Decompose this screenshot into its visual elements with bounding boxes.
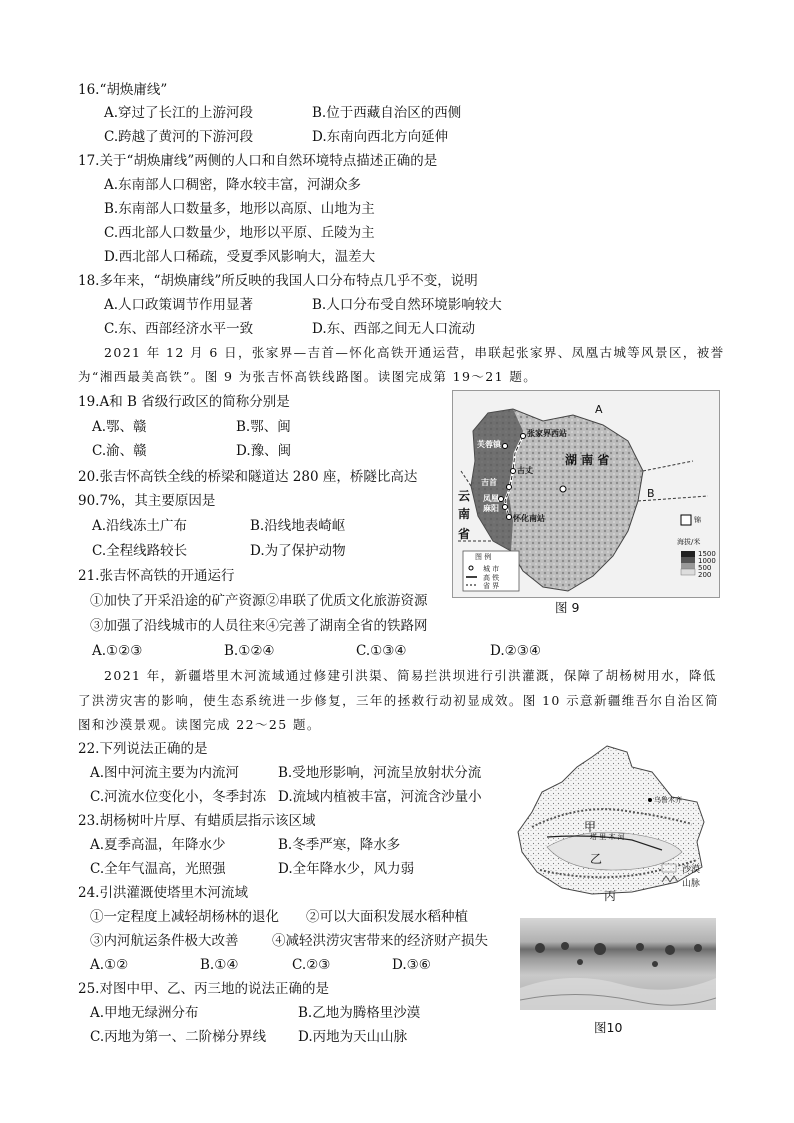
legend-city: 城 市: [483, 565, 500, 573]
intro-19-line1: 2021 年 12 月 6 日，张家界—吉首—怀化高铁开通运营，串联起张家界、凤凰古城等风景区，被誉: [104, 345, 725, 360]
q19-option-a: A.鄂、赣: [92, 419, 147, 435]
q18-option-c: C.东、西部经济水平一致: [104, 321, 254, 337]
figure-10-map: [512, 742, 718, 908]
q23-option-c: C.全年气温高，光照强: [90, 861, 226, 877]
q19-option-c: C.渝、赣: [92, 443, 147, 459]
q21-option-d: D.②③④: [490, 643, 541, 659]
figure-9-caption: 图 9: [555, 600, 580, 615]
q24-statement-4: ④减轻洪涝灾害带来的经济财产损失: [272, 933, 488, 949]
label-bing: 丙: [604, 889, 617, 903]
q24-stem: 24.引洪灌溉使塔里木河流域: [78, 885, 248, 901]
q17-option-b: B.东南部人口数量多，地形以高原、山地为主: [104, 201, 375, 217]
q16-option-a: A.穿过了长江的上游河段: [104, 105, 254, 121]
q23-stem: 23.胡杨树叶片厚、有蜡质层指示该区域: [78, 813, 316, 829]
q21-statements-1: ①加快了开采沿途的矿产资源②串联了优质文化旅游资源: [90, 593, 428, 609]
q25-option-a: A.甲地无绿洲分布: [90, 1005, 199, 1021]
q16-stem: 16.“胡焕庸线”: [78, 82, 168, 98]
q20-option-c: C.全程线路较长: [92, 543, 188, 559]
q24-option-d: D.③⑥: [392, 957, 431, 973]
q18-option-b: B.人口分布受自然环境影响较大: [312, 297, 502, 313]
legend-border: 省 界: [483, 582, 500, 590]
q23-option-b: B.冬季严寒，降水多: [278, 837, 401, 853]
elevation-title: 海拔/米: [677, 538, 701, 546]
station-zhangjiajie-xi: 张家界西站: [527, 429, 567, 438]
q20-stem-line2: 90.7%，其主要原因是: [78, 493, 216, 509]
q23-option-d: D.全年降水少，风力弱: [278, 861, 415, 877]
station-fenghuang: 凤凰: [483, 494, 499, 503]
q20-stem-line1: 20.张吉怀高铁全线的桥梁和隧道达 280 座，桥隧比高达: [78, 469, 418, 485]
q21-option-a: A.①②③: [92, 643, 143, 659]
map-label-yun: 云: [458, 489, 471, 503]
q18-option-d: D.东、西部之间无人口流动: [312, 321, 476, 337]
intro-22-line2: 了洪涝灾害的影响，使生态系统进一步修复，三年的拯救行动初显成效。图 10 示意新疆维吾尔自治区简: [78, 693, 720, 708]
station-jishou: 吉首: [481, 478, 497, 487]
q22-option-d: D.流域内植被丰富，河流含沙量小: [278, 789, 482, 805]
q25-option-c: C.丙地为第一、二阶梯分界线: [90, 1029, 267, 1045]
q20-option-b: B.沿线地表崎岖: [250, 518, 346, 534]
q17-option-c: C.西北部人口数量少，地形以平原、丘陵为主: [104, 225, 375, 241]
elevation-200: 200: [698, 571, 712, 579]
q24-statement-3: ③内河航运条件极大改善: [90, 933, 239, 949]
elevation-500: 500: [698, 564, 712, 572]
legend-rail: 高 铁: [483, 574, 500, 582]
station-guzhang: 古丈: [517, 466, 533, 475]
legend-mountain: 山脉: [682, 879, 701, 889]
map-label-b: B: [647, 487, 655, 500]
intro-22-line1: 2021 年，新疆塔里木河流域通过修建引洪渠、简易拦洪坝进行引洪灌溉，保障了胡杨树用水，降低: [104, 668, 717, 683]
q24-statement-1: ①一定程度上减轻胡杨林的退化: [90, 909, 279, 925]
q25-stem: 25.对图中甲、乙、丙三地的说法正确的是: [78, 981, 329, 997]
label-yi: 乙: [590, 852, 603, 866]
q22-stem: 22.下列说法正确的是: [78, 741, 208, 757]
map-label-nan: 南: [458, 507, 471, 521]
elevation-1500: 1500: [698, 550, 716, 558]
elevation-1000: 1000: [698, 557, 716, 565]
legend-title: 图 例: [475, 553, 492, 561]
city-urumqi: 乌鲁木齐: [654, 796, 682, 804]
q16-option-d: D.东南向西北方向延伸: [312, 129, 449, 145]
q19-stem: 19.A和 B 省级行政区的简称分别是: [78, 394, 290, 410]
q19-option-d: D.豫、闽: [236, 443, 292, 459]
q19-option-b: B.鄂、闽: [236, 419, 291, 435]
q16-option-b: B.位于西藏自治区的西侧: [312, 105, 462, 121]
legend-desert: 沙漠: [682, 865, 701, 875]
figure-9-map: [452, 390, 720, 598]
q22-option-a: A.图中河流主要为内流河: [90, 765, 240, 781]
q24-option-a: A.①②: [90, 957, 129, 973]
q21-option-b: B.①②④: [224, 643, 275, 659]
q22-option-b: B.受地形影响，河流呈放射状分流: [278, 765, 482, 781]
map-province-name: 湖 南 省: [565, 453, 610, 467]
q21-stem: 21.张吉怀高铁的开通运行: [78, 568, 235, 584]
q22-option-c: C.河流水位变化小，冬季封冻: [90, 789, 267, 805]
elevation-mark: 锦: [694, 516, 701, 524]
q16-option-c: C.跨越了黄河的下游河段: [104, 129, 254, 145]
q21-option-c: C.①③④: [356, 643, 407, 659]
q17-option-d: D.西北部人口稀疏，受夏季风影响大，温差大: [104, 249, 376, 265]
figure-10-caption: 图10: [594, 1020, 623, 1035]
intro-22-line3: 图和沙漠景观。读图完成 22～25 题。: [78, 717, 321, 732]
q20-option-d: D.为了保护动物: [250, 543, 346, 559]
q24-option-b: B.①④: [200, 957, 239, 973]
map-label-a: A: [595, 403, 603, 416]
label-jia: 甲: [584, 820, 597, 834]
river-label: 塔 里 木 河: [590, 833, 625, 841]
q18-option-a: A.人口政策调节作用显著: [104, 297, 254, 313]
q25-option-d: D.丙地为天山山脉: [298, 1029, 408, 1045]
desert-landscape-photo: [520, 918, 716, 1010]
q17-option-a: A.东南部人口稠密，降水较丰富，河湖众多: [104, 177, 362, 193]
q18-stem: 18.多年来，“胡焕庸线”所反映的我国人口分布特点几乎不变，说明: [78, 273, 478, 289]
q17-stem: 17.关于“胡焕庸线”两侧的人口和自然环境特点描述正确的是: [78, 153, 438, 169]
map-label-sheng: 省: [458, 527, 471, 541]
q20-option-a: A.沿线冻土广布: [92, 518, 188, 534]
station-mayang: 麻阳: [483, 504, 499, 513]
intro-19-line2: 为“湘西最美高铁”。图 9 为张吉怀高铁线路图。读图完成第 19～21 题。: [78, 369, 538, 384]
station-huaihuanan: 怀化南站: [513, 514, 545, 523]
q23-option-a: A.夏季高温，年降水少: [90, 837, 226, 853]
q24-statement-2: ②可以大面积发展水稻种植: [306, 909, 468, 925]
station-furongzhen: 芙蓉镇: [477, 440, 501, 449]
q21-statements-2: ③加强了沿线城市的人员往来④完善了湖南全省的铁路网: [90, 618, 428, 634]
q24-option-c: C.②③: [292, 957, 331, 973]
q25-option-b: B.乙地为腾格里沙漠: [298, 1005, 421, 1021]
